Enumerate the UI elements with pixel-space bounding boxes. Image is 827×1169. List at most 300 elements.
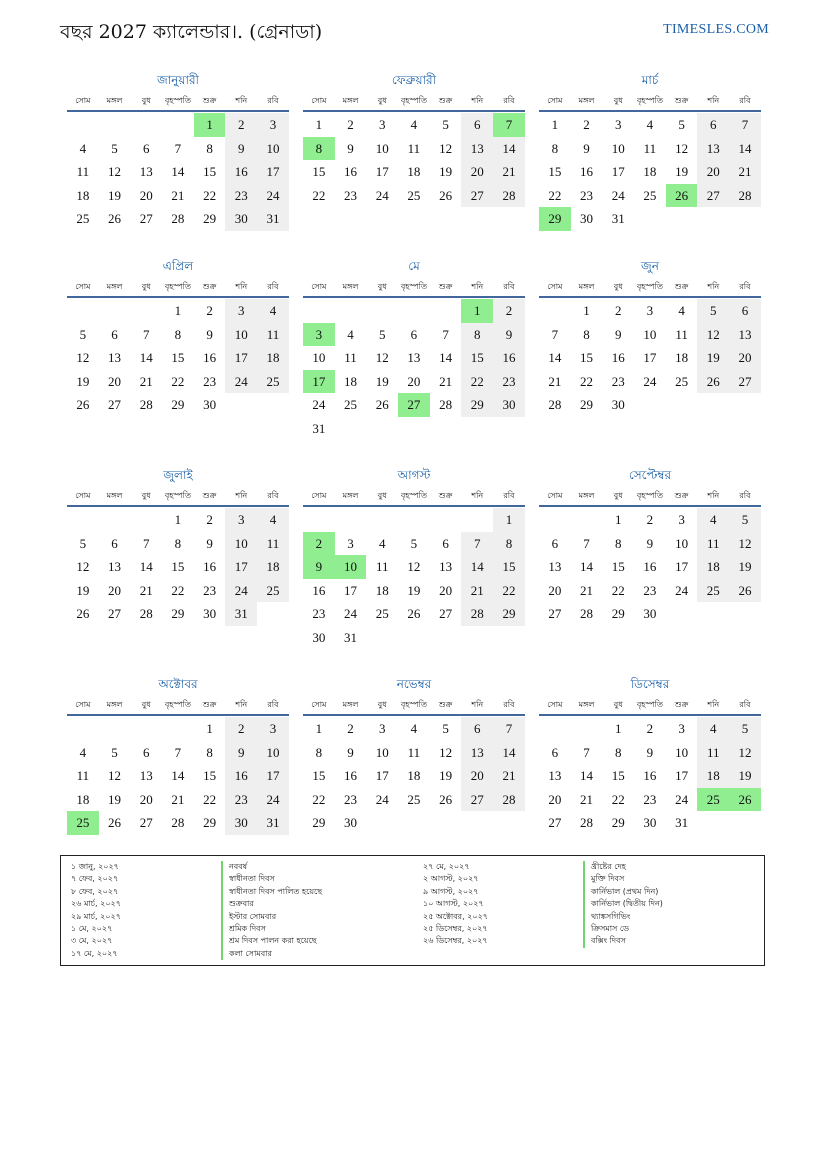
month-name: নভেম্বর <box>396 677 432 691</box>
weekday-label: শুক্র <box>202 281 217 291</box>
day-cell: 18 <box>697 764 729 788</box>
holiday-day: 25 <box>697 788 729 812</box>
day-cell: 21 <box>171 791 185 807</box>
holiday-day: 29 <box>539 207 571 231</box>
weekday-label: শনি <box>471 490 484 500</box>
day-cell: 14 <box>461 555 493 579</box>
day-cell: 20 <box>461 764 493 788</box>
day-cell: 1 <box>614 721 622 736</box>
day-cell: 29 <box>461 393 493 417</box>
day-cell: 2 <box>206 303 213 318</box>
day-cell: 13 <box>139 768 153 783</box>
empty-cell <box>130 717 162 741</box>
holiday-day: 26 <box>666 184 698 208</box>
day-cell: 25 <box>257 579 289 603</box>
holiday-day: 2 <box>303 532 335 556</box>
empty-cell <box>539 508 571 532</box>
day-cell: 23 <box>493 370 525 394</box>
day-cell: 26 <box>407 606 421 621</box>
day-cell: 15 <box>611 559 625 574</box>
day-cell: 20 <box>548 791 562 807</box>
day-cell: 18 <box>697 555 729 579</box>
holiday-day: 25 <box>67 811 99 835</box>
day-cell: 10 <box>375 744 389 760</box>
day-grid <box>67 717 289 835</box>
weekday-header <box>539 487 761 507</box>
day-cell: 11 <box>697 741 729 765</box>
day-cell: 4 <box>678 303 685 318</box>
month-name: জানুয়ারী <box>157 73 199 87</box>
weekday-label: শনি <box>471 699 484 709</box>
day-cell: 20 <box>108 373 122 389</box>
day-cell: 27 <box>697 184 729 208</box>
legend-date: ৯ আগস্ট, ২০২৭ <box>423 886 479 896</box>
weekday-label: সোম <box>311 699 327 709</box>
empty-cell <box>162 113 194 137</box>
day-cell: 23 <box>225 788 257 812</box>
day-grid <box>539 113 761 231</box>
weekday-label: রবি <box>503 281 515 291</box>
day-cell: 2 <box>347 721 354 736</box>
weekday-label: শুক্র <box>438 281 453 291</box>
legend-holiday-name: বক্সিং দিবস <box>583 935 663 947</box>
day-cell: 17 <box>225 555 257 579</box>
day-cell: 13 <box>729 323 761 347</box>
day-cell: 30 <box>225 207 257 231</box>
holiday-day: 1 <box>194 113 226 137</box>
day-cell: 10 <box>225 323 257 347</box>
day-cell: 17 <box>257 160 289 184</box>
day-cell: 18 <box>675 350 689 365</box>
day-cell: 1 <box>174 512 182 527</box>
day-cell: 2 <box>347 117 354 132</box>
day-cell: 13 <box>548 559 562 574</box>
day-cell: 3 <box>646 303 654 318</box>
day-cell: 12 <box>697 323 729 347</box>
day-cell: 9 <box>347 140 354 156</box>
day-cell: 21 <box>139 373 153 389</box>
day-cell: 8 <box>614 744 622 760</box>
weekday-label: শুক্র <box>674 699 689 709</box>
day-cell: 7 <box>551 326 559 342</box>
day-cell: 12 <box>439 744 453 760</box>
day-cell: 9 <box>206 535 213 551</box>
day-cell: 20 <box>139 187 153 203</box>
day-cell: 24 <box>257 184 289 208</box>
weekday-label: মঙ্গল <box>578 95 595 105</box>
legend-holiday-name: ইস্টার সোমবার <box>221 911 322 923</box>
legend-date: ১০ আগস্ট, ২০২৭ <box>423 899 484 909</box>
day-cell: 5 <box>678 117 685 132</box>
day-cell: 26 <box>76 397 90 412</box>
day-cell: 26 <box>108 211 122 226</box>
day-cell: 23 <box>344 791 358 807</box>
legend-holiday-name: কার্নিভাল (দ্বিতীয় দিন) <box>583 898 663 910</box>
day-cell: 24 <box>643 373 657 389</box>
day-cell: 4 <box>257 508 289 532</box>
weekday-header <box>539 696 761 716</box>
day-cell: 10 <box>675 535 689 551</box>
day-cell: 21 <box>580 791 594 807</box>
day-cell: 2 <box>583 117 590 132</box>
month-calendar <box>303 72 525 207</box>
weekday-label: বৃহস্পতি <box>636 699 663 709</box>
day-cell: 11 <box>643 140 657 156</box>
weekday-label: বুধ <box>141 95 151 105</box>
month-calendar <box>539 72 761 231</box>
month-calendar <box>67 258 289 417</box>
month-calendar <box>67 72 289 231</box>
empty-cell <box>539 717 571 741</box>
day-cell: 15 <box>611 768 625 783</box>
day-cell: 8 <box>174 535 182 551</box>
weekday-label: সোম <box>75 699 91 709</box>
weekday-label: শনি <box>707 490 720 500</box>
weekday-label: বুধ <box>141 490 151 500</box>
day-cell: 16 <box>611 350 625 365</box>
month-name: ফেব্রুয়ারী <box>391 73 437 87</box>
month-name: জুন <box>641 259 659 273</box>
legend-holiday-name: স্বাধীনতা দিবস <box>221 873 322 885</box>
day-cell: 17 <box>675 768 689 783</box>
day-cell: 28 <box>580 815 594 830</box>
holiday-day: 3 <box>303 323 335 347</box>
day-cell: 10 <box>225 532 257 556</box>
day-cell: 11 <box>697 532 729 556</box>
day-cell: 31 <box>611 211 625 226</box>
day-cell: 8 <box>614 535 622 551</box>
day-cell: 7 <box>583 535 590 551</box>
day-cell: 27 <box>139 815 153 830</box>
day-cell: 30 <box>225 811 257 835</box>
holiday-day: 27 <box>398 393 430 417</box>
day-cell: 8 <box>206 744 213 760</box>
day-cell: 18 <box>76 187 90 203</box>
day-cell: 8 <box>461 323 493 347</box>
day-cell: 14 <box>493 137 525 161</box>
legend-date: ৮ ফেব, ২০২৭ <box>71 886 119 896</box>
day-cell: 19 <box>108 187 122 203</box>
weekday-label: বুধ <box>377 699 387 709</box>
day-cell: 17 <box>375 164 389 179</box>
weekday-label: শুক্র <box>202 95 217 105</box>
day-cell: 18 <box>407 164 421 179</box>
day-cell: 14 <box>580 559 594 574</box>
weekday-label: রবি <box>267 490 279 500</box>
day-cell: 28 <box>439 397 453 412</box>
day-cell: 26 <box>375 397 389 412</box>
day-cell: 14 <box>139 350 153 365</box>
day-cell: 23 <box>312 606 326 621</box>
day-cell: 2 <box>493 299 525 323</box>
day-cell: 19 <box>76 373 90 389</box>
day-cell: 21 <box>171 187 185 203</box>
day-cell: 14 <box>493 741 525 765</box>
day-cell: 21 <box>493 160 525 184</box>
day-cell: 19 <box>76 582 90 598</box>
day-cell: 9 <box>493 323 525 347</box>
day-cell: 21 <box>461 579 493 603</box>
weekday-label: বৃহস্পতি <box>636 281 663 291</box>
day-cell: 15 <box>203 768 217 783</box>
empty-cell <box>398 299 430 323</box>
day-cell: 4 <box>257 299 289 323</box>
day-cell: 18 <box>643 164 657 179</box>
holiday-day: 10 <box>335 555 367 579</box>
empty-cell <box>430 299 462 323</box>
day-cell: 22 <box>611 582 625 598</box>
weekday-label: শনি <box>235 699 248 709</box>
weekday-label: বৃহস্পতি <box>164 281 191 291</box>
day-cell: 3 <box>347 535 354 551</box>
day-cell: 6 <box>461 113 493 137</box>
legend-holiday-name: শ্রম দিবস পালন করা হয়েছে <box>221 935 322 947</box>
weekday-label: শনি <box>235 490 248 500</box>
day-cell: 29 <box>611 606 625 621</box>
day-cell: 23 <box>643 582 657 598</box>
empty-cell <box>303 508 335 532</box>
weekday-label: শনি <box>235 95 248 105</box>
empty-cell <box>571 717 603 741</box>
day-cell: 25 <box>407 791 421 807</box>
day-cell: 28 <box>548 397 562 412</box>
weekday-header <box>303 487 525 507</box>
day-grid <box>539 299 761 417</box>
day-cell: 31 <box>675 815 689 830</box>
day-cell: 27 <box>548 815 562 830</box>
day-cell: 11 <box>344 350 357 365</box>
weekday-label: বৃহস্পতি <box>400 95 427 105</box>
empty-cell <box>430 508 462 532</box>
empty-cell <box>130 113 162 137</box>
weekday-label: রবি <box>503 490 515 500</box>
weekday-label: রবি <box>503 95 515 105</box>
day-cell: 28 <box>171 815 185 830</box>
day-cell: 10 <box>643 326 657 342</box>
weekday-label: বুধ <box>377 95 387 105</box>
day-cell: 16 <box>493 346 525 370</box>
day-cell: 10 <box>312 350 326 365</box>
day-cell: 7 <box>442 326 449 342</box>
day-cell: 17 <box>375 768 389 783</box>
weekday-header <box>303 696 525 716</box>
day-grid <box>303 717 525 835</box>
day-grid <box>303 299 525 440</box>
day-cell: 31 <box>257 207 289 231</box>
day-cell: 13 <box>461 741 493 765</box>
day-cell: 16 <box>344 768 358 783</box>
day-cell: 10 <box>675 744 689 760</box>
site-name[interactable]: TIMESLES.COM <box>663 22 769 37</box>
day-cell: 4 <box>697 508 729 532</box>
day-cell: 8 <box>551 140 559 156</box>
weekday-label: বৃহস্পতি <box>164 699 191 709</box>
weekday-label: সোম <box>75 95 91 105</box>
weekday-label: শনি <box>471 95 484 105</box>
weekday-label: বৃহস্পতি <box>400 281 427 291</box>
day-cell: 22 <box>580 373 594 389</box>
weekday-label: শুক্র <box>438 699 453 709</box>
month-name: এপ্রিল <box>162 259 194 273</box>
day-cell: 15 <box>580 350 594 365</box>
empty-cell <box>67 717 99 741</box>
page-title: বছর 2027 ক্যালেন্ডার।. (গ্রেনাডা) <box>60 21 323 43</box>
legend-holiday-name: কার্নিভাল (প্রথম দিন) <box>583 886 663 898</box>
day-cell: 11 <box>407 140 421 156</box>
weekday-label: রবি <box>503 699 515 709</box>
day-cell: 3 <box>614 117 622 132</box>
weekday-label: বুধ <box>377 490 387 500</box>
legend-date: ৭ ফেব, ২০২৭ <box>71 874 119 884</box>
day-cell: 27 <box>461 184 493 208</box>
day-cell: 25 <box>375 606 389 621</box>
day-cell: 30 <box>203 397 217 412</box>
day-cell: 23 <box>643 791 657 807</box>
holiday-legend <box>60 855 765 966</box>
weekday-label: বৃহস্পতি <box>636 95 663 105</box>
legend-date: ২৭ মে, ২০২৭ <box>423 862 470 871</box>
day-cell: 14 <box>139 559 153 574</box>
legend-date: ২ আগস্ট, ২০২৭ <box>423 874 479 884</box>
weekday-header <box>539 278 761 298</box>
day-cell: 27 <box>108 606 122 621</box>
day-cell: 24 <box>611 187 625 203</box>
day-cell: 30 <box>611 397 625 412</box>
empty-cell <box>571 508 603 532</box>
holiday-day: 8 <box>303 137 335 161</box>
weekday-label: সোম <box>547 281 563 291</box>
month-name: অক্টোবর <box>158 677 198 691</box>
day-cell: 15 <box>493 555 525 579</box>
empty-cell <box>398 508 430 532</box>
weekday-label: সোম <box>547 490 563 500</box>
day-cell: 6 <box>111 535 118 551</box>
day-cell: 18 <box>407 768 421 783</box>
day-cell: 27 <box>548 606 562 621</box>
day-cell: 14 <box>548 350 562 365</box>
month-name: জুলাই <box>163 468 193 482</box>
day-cell: 21 <box>493 764 525 788</box>
day-cell: 28 <box>461 602 493 626</box>
day-cell: 31 <box>257 811 289 835</box>
weekday-label: শনি <box>235 281 248 291</box>
day-cell: 12 <box>675 140 689 156</box>
weekday-label: মঙ্গল <box>106 699 123 709</box>
day-cell: 16 <box>225 764 257 788</box>
weekday-header <box>303 278 525 298</box>
weekday-label: মঙ্গল <box>342 95 359 105</box>
empty-cell <box>67 113 99 137</box>
day-cell: 7 <box>583 744 590 760</box>
month-name: ডিসেম্বর <box>630 677 670 691</box>
day-cell: 10 <box>375 140 389 156</box>
weekday-label: বৃহস্পতি <box>164 95 191 105</box>
day-cell: 25 <box>697 579 729 603</box>
day-cell: 4 <box>347 326 354 342</box>
day-cell: 16 <box>344 164 358 179</box>
day-cell: 29 <box>171 397 185 412</box>
weekday-label: সোম <box>547 699 563 709</box>
weekday-label: রবি <box>739 699 751 709</box>
day-cell: 15 <box>312 768 326 783</box>
day-cell: 3 <box>257 717 289 741</box>
holiday-day: 17 <box>303 370 335 394</box>
day-cell: 6 <box>551 744 559 760</box>
weekday-label: শনি <box>707 699 720 709</box>
day-cell: 30 <box>580 211 594 226</box>
day-cell: 9 <box>225 741 257 765</box>
legend-date: ২৯ মার্চ, ২০২৭ <box>71 911 121 921</box>
weekday-label: বুধ <box>377 281 387 291</box>
weekday-label: মঙ্গল <box>106 281 123 291</box>
day-cell: 14 <box>729 137 761 161</box>
day-cell: 13 <box>108 559 122 574</box>
day-cell: 15 <box>461 346 493 370</box>
day-cell: 12 <box>108 768 122 783</box>
weekday-label: বুধ <box>141 699 151 709</box>
day-cell: 19 <box>697 346 729 370</box>
day-cell: 4 <box>410 117 418 132</box>
month-calendar <box>67 676 289 835</box>
weekday-label: শুক্র <box>674 95 689 105</box>
day-cell: 16 <box>203 559 217 574</box>
day-cell: 25 <box>675 373 689 389</box>
day-cell: 8 <box>206 140 213 156</box>
day-cell: 8 <box>174 326 182 342</box>
day-cell: 22 <box>171 582 185 598</box>
day-cell: 25 <box>344 397 358 412</box>
day-cell: 24 <box>375 791 389 807</box>
empty-cell <box>335 299 367 323</box>
legend-right-names <box>583 861 663 948</box>
day-cell: 26 <box>697 370 729 394</box>
day-cell: 3 <box>225 508 257 532</box>
empty-cell <box>99 508 131 532</box>
legend-holiday-name: খ্রীষ্টের দেহ <box>583 861 663 873</box>
empty-cell <box>99 113 131 137</box>
empty-cell <box>130 508 162 532</box>
day-cell: 21 <box>548 373 562 389</box>
weekday-label: রবি <box>267 95 279 105</box>
day-cell: 21 <box>439 373 453 389</box>
day-cell: 9 <box>583 140 590 156</box>
day-cell: 22 <box>548 187 562 203</box>
weekday-label: বুধ <box>613 490 623 500</box>
day-cell: 15 <box>548 164 562 179</box>
weekday-label: শুক্র <box>438 490 453 500</box>
day-cell: 26 <box>108 815 122 830</box>
day-cell: 11 <box>76 768 90 783</box>
day-cell: 19 <box>407 582 421 598</box>
day-cell: 9 <box>646 535 654 551</box>
day-cell: 4 <box>410 721 418 736</box>
day-cell: 19 <box>729 764 761 788</box>
weekday-label: রবি <box>739 95 751 105</box>
day-cell: 27 <box>461 788 493 812</box>
day-cell: 3 <box>678 512 685 527</box>
day-cell: 3 <box>678 721 685 736</box>
day-cell: 6 <box>551 535 559 551</box>
day-cell: 13 <box>108 350 122 365</box>
day-cell: 27 <box>139 211 153 226</box>
month-name: মার্চ <box>641 73 659 87</box>
weekday-label: বুধ <box>141 281 151 291</box>
legend-holiday-name: শ্রমিক দিবস <box>221 923 322 935</box>
day-cell: 10 <box>257 741 289 765</box>
month-calendar <box>67 467 289 626</box>
legend-holiday-name: থ্যাঙ্কসগিভিং <box>583 911 663 923</box>
day-cell: 20 <box>139 791 153 807</box>
